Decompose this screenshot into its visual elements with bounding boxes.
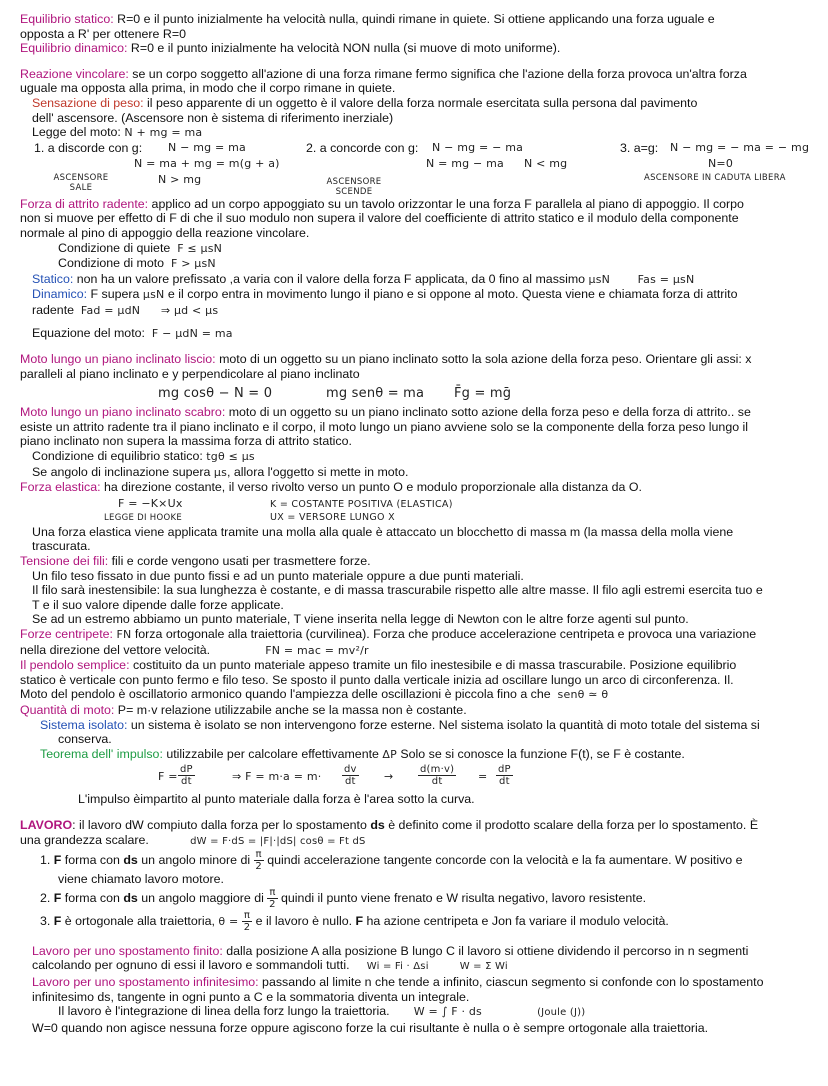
- teorema-impulso: Teorema dell' impulso: utilizzabile per calcolare effettivamente ΔP Solo se si conosce la funzione F(t), se F è costante.: [40, 746, 685, 761]
- note-ascensore-sale: ASCENSORE SALE: [53, 172, 109, 193]
- lavoro-punto-2: 2. F forma con ds un angolo maggiore di $\frac{\pi}{2}$ quindi il punto viene frenato e W risulta negativo, lavoro resistente.: [40, 886, 647, 910]
- term-dinamico: Dinamico:: [32, 287, 88, 302]
- reazione-vincolare: Reazione vincolare: se un corpo soggetto all'azione di una forza rimane fermo significa che l'azione della forza provoca un'altra forza: [20, 66, 747, 81]
- attrito-statico: Statico: non ha un valore prefissato ,a varia con il valore della forza F applicata, da 0 fino al massimo μsN Fas = μsN: [32, 271, 695, 286]
- sensazione-peso: Sensazione di peso: il peso apparente di un oggetto è il valore della forza normale esercitata sulla persona dal pavimento: [32, 95, 698, 110]
- term-piano-scabro: Moto lungo un piano inclinato scabro:: [20, 405, 226, 420]
- piano-liscio: Moto lungo un piano inclinato liscio: moto di un oggetto su un piano inclinato sotto la sola azione della forza peso. Orientare gli assi: x: [20, 352, 752, 367]
- equazione-moto: Equazione del moto: F − μdN = ma: [32, 325, 233, 340]
- term-forze-centripete: Forze centripete:: [20, 627, 113, 641]
- term-pendolo-semplice: Il pendolo semplice:: [20, 658, 130, 673]
- attrito-radente: Forza di attrito radente: applico ad un corpo appoggiato su un tavolo orizzontar le una forza F parallela al piano di appoggio. Il corpo: [20, 196, 744, 211]
- impulso-formula: F = $\frac{dP}{dt}$ ⇒ F = m·a = m· $\frac{dv}{dt}$ → $\frac{d(m\cdot v)}{dt}$ = $\frac{dP}{dt}$: [158, 764, 511, 788]
- cases-row-3: ASCENSORE SALE N > mg ASCENSORE SCENDE ASCENSORE IN CADUTA LIBERA: [20, 171, 816, 197]
- quantita-moto: Quantità di moto: P= m·v relazione utilizzabile anche se la massa non è costante.: [20, 702, 467, 717]
- term-equilibrio-statico: Equilibrio statico:: [20, 12, 114, 26]
- notes-page: Equilibrio statico: R=0 e il punto inizialmente ha velocità nulla, quindi rimane in quiete. Si ottiene applicando una forza uguale e opposta a R' per ottenere R=0 Equilibrio dinamico: R=0 e il punto inizialmente ha velocità NON nulla (si muove di moto uniforme). Reazione vincolare: se un corpo soggetto all'azione di una forza rimane fermo significa che l'azione della forza provoca un'altra forza uguale ma opposta alla prima, in modo che il corpo rimane in quiete. Sensazione di peso: il peso apparente di un oggetto è il valore della forza normale esercitata sulla persona dal pavimento dell' ascensore. (Ascensore non è sistema di riferimento inerziale) Legge del moto: N + mg = ma 1. a discorde con g: N − mg = ma 2. a concorde con g: N − mg = − ma 3. a=g: N − mg = − ma = − mg N = ma + mg = m(g + a) N = mg − ma N < mg N=0 ASCENSORE SALE N > mg ASCENSORE SCENDE ASCENSORE IN CADUTA LIBERA Forza di attrito radente: applico ad un corpo appoggiato su un tavolo orizzontar le una forza F parallela al piano di appoggio. Il corpo non si muove per effetto di F di che il suo modulo non supera il valore del coefficiente di attrito statico e il modulo della componente normale al pino di appoggio della reazione vincolare. Condizione di quiete F ≤ μsN Condizione di moto F > μsN Statico: non ha un valore prefissato ,a varia con il valore della forza F applicata, da 0 fino al massimo μsN Fas = μsN Dinamico: F supera μsN e il corpo entra in movimento lungo il piano e si oppone al moto. Questa viene e chiamata forza di attrito radente Fad = μdN ⇒ μd < μs Equazione del moto: F − μdN = ma Moto lungo un piano inclinato liscio: moto di un oggetto su un piano inclinato sotto la sola azione della forza peso. Orientare gli assi: x paralleli al piano inclinato e y perpendicolare al piano inclinato mg cosθ − N = 0 mg senθ = ma F̄g = mḡ Moto lungo un piano inclinato scabro: moto di un oggetto su un piano inclinato sotto azione della forza peso e della forza di attrito.. se esiste un attrito radente tra il piano inclinato e il corpo, il moto lungo un piano avviene solo se la componente della forza peso lungo il piano inclinato non supera la massima forza di attrito statico. Condizione di equilibrio statico: tgθ ≤ μs Se angolo di inclinazione supera μs, allora l'oggetto si mette in moto. Forza elastica: ha direzione costante, il verso rivolto verso un punto O e modulo proporzionale alla distanza da O. F = −K×Ux LEGGE DI HOOKE K = COSTANTE POSITIVA (ELASTICA) UX = VERSORE LUNGO X Una forza elastica viene applicata tramite una molla alla quale è attaccato un blocchetto di massa m (la massa della molla viene trascurata. Tensione dei fili: fili e corde vengono usati per trasmettere forze. Un filo teso fissato in due punto fissi e ad un punto materiale oppure a due punti materiali. Il filo sarà inestensibile: la sua lunghezza è costante, e di massa trascurabile rispetto alle altre masse. Il filo agli estremi esercita tuo e T e il suo valore dipende dalle forze applicate. Se ad un estremo abbiamo un punto materiale, T viene inserita nella legge di Newton con le altre forze agenti sul punto. Forze centripete: FN forza ortogonale alla traiettoria (curvilinea). Forza che produce accelerazione centripeta e provoca una variazione nella direzione del vettore velocità. FN = mac = mv²/r Il pendolo semplice: costituito da un punto materiale appeso tramite un filo inestesibile e di massa trascurabile. Posizione equilibrio statico è verticale con punto fermo e filo teso. Se sposto il punto dalla verticale inizia ad oscillare lungo un arco di circonferenza. Il. Moto del pendolo è oscillatorio armonico quando l'ampiezza delle oscillazioni è piccola fino a che senθ ≃ θ Quantità di moto: P= m·v relazione utilizzabile anche se la massa non è costante. Sistema isolato: un sistema è isolato se non intervengono forze esterne. Nel sistema isolato la quantità di moto totale del sistema si conserva. Teorema dell' impulso: utilizzabile per calcolare effettivamente ΔP Solo se si conosce la funzione F(t), se F è costante. F = $\frac{dP}{dt}$ ⇒ F = m·a = m· $\frac{dv}{dt}$ → $\frac{d(m\cdot v)}{dt}$ = $\frac{dP}{dt}$ L'impulso èimpartito al punto materiale dalla forza è l'area sotto la curva. LAVORO: il lavoro dW compiuto dalla forza per lo spostamento ds è definito come il prodotto scalare della forza per lo spostamento. È una grandezza scalare. dW = F·dS = |F|·|dS| cosθ = Ft dS 1. F forma con ds un angolo minore di $\frac{\pi}{2}$ quindi accelerazione tangente concorde con la velocità e la fa aumentare. W positivo e viene chiamato lavoro motore. 2. F forma con ds un angolo maggiore di $\frac{\pi}{2}$ quindi il punto viene frenato e W risulta negativo, lavoro resistente. 3. F è ortogonale alla traiettoria, θ = $\frac{\pi}{2}$ e il lavoro è nullo. F ha azione centripeta e Jon fa variare il modulo velocità. Lavoro per uno spostamento finito: dalla posizione A alla posizione B lungo C il lavoro si ottiene dividendo il percorso in n segmenti calcolando per ognuno di essi il lavoro e sommandoli tutti. Wi = Fi · Δsi W = Σ Wi Lavoro per uno spostamento infinitesimo: passando al limite n che tende a infinito, ciascun segmento si confonde con lo spostamento infinitesimo ds, tangente in ogni punto a C e la sommatoria diventa un integrale. Il lavoro è l'integrazione di linea della forz lungo la traiettoria. W = ∫ F · ds (Joule (J)) W=0 quando non agisce nessuna forze oppure agiscono forze la cui risultante è nulla o è sempre ortogonale alla traiettoria.: [20, 12, 816, 1035]
- liscio-formulas: mg cosθ − N = 0 mg senθ = ma F̄g = mḡ: [158, 386, 512, 402]
- lavoro: LAVORO: il lavoro dW compiuto dalla forza per lo spostamento ds è definito come il prodotto scalare della forza per lo spostamento. È: [20, 817, 759, 832]
- condizione-moto: Condizione di moto F > μsN: [58, 256, 216, 271]
- cases-row-2: N = ma + mg = m(g + a) N = mg − ma N < mg N=0: [134, 156, 734, 170]
- term-lavoro-finito: Lavoro per uno spostamento finito:: [32, 943, 223, 958]
- sistema-isolato: Sistema isolato: un sistema è isolato se non intervengono forze esterne. Nel sistema isolato la quantità di moto totale del sistema si: [40, 717, 760, 732]
- tensione-fili: Tensione dei fili: fili e corde vengono usati per trasmettere forze.: [20, 554, 371, 569]
- term-sensazione-peso: Sensazione di peso:: [32, 95, 144, 110]
- term-attrito-radente: Forza di attrito radente:: [20, 196, 149, 211]
- cases-row-1: 1. a discorde con g: N − mg = ma 2. a concorde con g: N − mg = − ma 3. a=g: N − mg = − ma = − mg: [34, 140, 810, 155]
- term-tensione-fili: Tensione dei fili:: [20, 554, 109, 569]
- lavoro-punto-3: 3. F è ortogonale alla traiettoria, θ = $\frac{\pi}{2}$ e il lavoro è nullo. F ha azione centripeta e Jon fa variare il modulo velocità.: [40, 909, 669, 933]
- term-sistema-isolato: Sistema isolato:: [40, 717, 128, 732]
- equilibrio-statico: Equilibrio statico: R=0 e il punto inizialmente ha velocità nulla, quindi rimane in quiete. Si ottiene applicando una forza uguale e: [20, 12, 715, 26]
- term-teorema-impulso: Teorema dell' impulso:: [40, 746, 163, 761]
- legge-moto: Legge del moto: N + mg = ma: [32, 125, 203, 140]
- lavoro-infinitesimo: Lavoro per uno spostamento infinitesimo: passando al limite n che tende a infinito, ciascun segmento si confonde con lo spostamento: [32, 974, 764, 989]
- equilibrio-dinamico: Equilibrio dinamico: R=0 e il punto inizialmente ha velocità NON nulla (si muove di moto uniforme).: [20, 41, 561, 56]
- note-ascensore-scende: ASCENSORE SCENDE: [326, 176, 382, 197]
- term-lavoro-infinitesimo: Lavoro per uno spostamento infinitesimo:: [32, 974, 259, 989]
- term-forza-elastica: Forza elastica:: [20, 480, 101, 495]
- term-piano-liscio: Moto lungo un piano inclinato liscio:: [20, 352, 216, 367]
- term-equilibrio-dinamico: Equilibrio dinamico:: [20, 41, 128, 56]
- elastica-formulas: F = −K×Ux LEGGE DI HOOKE K = COSTANTE POSITIVA (ELASTICA) UX = VERSORE LUNGO X: [104, 496, 453, 523]
- attrito-dinamico: Dinamico: F supera μsN e il corpo entra in movimento lungo il piano e si oppone al moto. Questa viene e chiamata forza di attrito: [32, 287, 738, 302]
- term-quantita-moto: Quantità di moto:: [20, 702, 115, 717]
- lavoro-punto-1: 1. F forma con ds un angolo minore di $\frac{\pi}{2}$ quindi accelerazione tangente concorde con la velocità e la fa aumentare. W positivo e: [40, 849, 743, 873]
- term-lavoro: LAVORO: [20, 817, 73, 832]
- piano-scabro: Moto lungo un piano inclinato scabro: moto di un oggetto su un piano inclinato sotto azione della forza peso e della forza di attrito.. se: [20, 405, 751, 420]
- term-reazione-vincolare: Reazione vincolare:: [20, 66, 129, 81]
- lavoro-finito: Lavoro per uno spostamento finito: dalla posizione A alla posizione B lungo C il lavoro si ottiene dividendo il percorso in n segmenti: [32, 943, 749, 958]
- forza-elastica: Forza elastica: ha direzione costante, il verso rivolto verso un punto O e modulo proporzionale alla distanza da O.: [20, 480, 642, 495]
- term-statico: Statico:: [32, 271, 74, 286]
- condizione-quiete: Condizione di quiete F ≤ μsN: [58, 240, 223, 255]
- forze-centripete: Forze centripete: FN forza ortogonale alla traiettoria (curvilinea). Forza che produce accelerazione centripeta e provoca una variazione: [20, 627, 757, 641]
- pendolo-semplice: Il pendolo semplice: costituito da un punto materiale appeso tramite un filo inestesibile e di massa trascurabile. Posizione equilibrio: [20, 658, 737, 673]
- note-caduta-libera: ASCENSORE IN CADUTA LIBERA: [644, 172, 786, 183]
- condizione-equilibrio-statico: Condizione di equilibrio statico: tgθ ≤ μs: [32, 449, 255, 464]
